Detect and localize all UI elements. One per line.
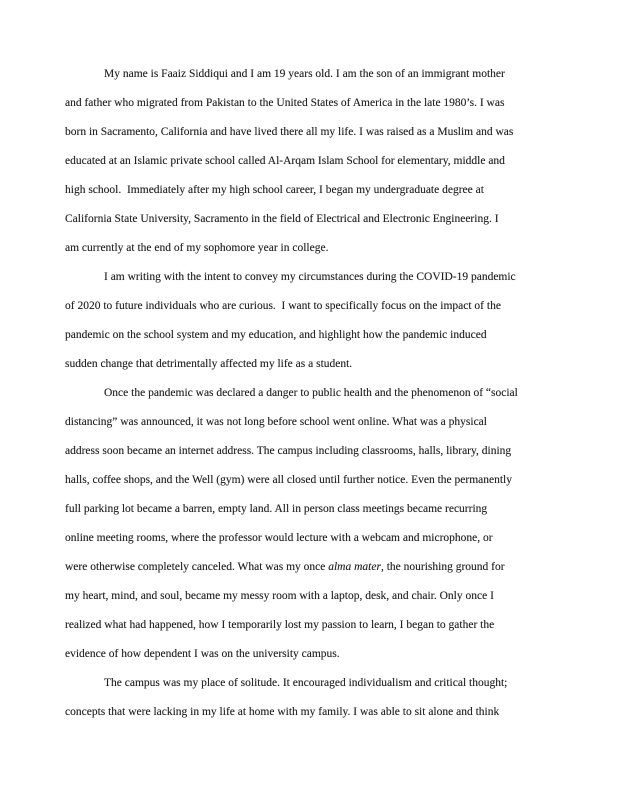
text-line: evidence of how dependent I was on the university campus. [65, 648, 340, 660]
text-line: concepts that were lacking in my life at home with my family. I was able to sit alone and think [65, 706, 500, 718]
paragraph-1 [65, 60, 565, 263]
text-line: The campus was my place of solitude. It encouraged individualism and critical thought; [104, 677, 508, 689]
text-line: online meeting rooms, where the professor would lecture with a webcam and microphone, or [65, 532, 493, 544]
text-line: distancing” was announced, it was not long before school went online. What was a physical [65, 416, 487, 428]
paragraph-2 [65, 263, 565, 379]
text-line: high school. Immediately after my high school career, I began my undergraduate degree at [65, 184, 484, 196]
text-line: am currently at the end of my sophomore year in college. [65, 242, 329, 254]
text-line: sudden change that detrimentally affected my life as a student. [65, 358, 353, 370]
text-line: pandemic on the school system and my education, and highlight how the pandemic induced [65, 329, 487, 341]
text-line: of 2020 to future individuals who are curious. I want to specifically focus on the impact of the [65, 300, 501, 312]
text-line: were otherwise completely canceled. What was my once alma mater, the nourishing ground for [65, 561, 505, 573]
text-line: My name is Faaiz Siddiqui and I am 19 years old. I am the son of an immigrant mother [104, 68, 505, 80]
text-line: full parking lot became a barren, empty land. All in person class meetings became recurring [65, 503, 488, 515]
text-line: and father who migrated from Pakistan to the United States of America in the late 1980’s. I was [65, 97, 505, 109]
text-line: halls, coffee shops, and the Well (gym) were all closed until further notice. Even the permanently [65, 474, 513, 486]
text-line: educated at an Islamic private school called Al-Arqam Islam School for elementary, middle and [65, 155, 505, 167]
paragraph-3 [65, 379, 565, 669]
text-line: address soon became an internet address. The campus including classrooms, halls, library, dining [65, 445, 512, 457]
text-line: my heart, mind, and soul, became my messy room with a laptop, desk, and chair. Only once I [65, 590, 494, 602]
text-line: California State University, Sacramento in the field of Electrical and Electronic Engineering. I [65, 213, 499, 225]
paragraph-4 [65, 669, 565, 727]
text-line: Once the pandemic was declared a danger to public health and the phenomenon of “social [104, 387, 518, 399]
document-body [65, 60, 565, 727]
text-line: I am writing with the intent to convey my circumstances during the COVID-19 pandemic [104, 271, 516, 283]
text-line: born in Sacramento, California and have lived there all my life. I was raised as a Muslim and was [65, 126, 514, 138]
text-line: realized what had happened, how I temporarily lost my passion to learn, I began to gather the [65, 619, 495, 631]
